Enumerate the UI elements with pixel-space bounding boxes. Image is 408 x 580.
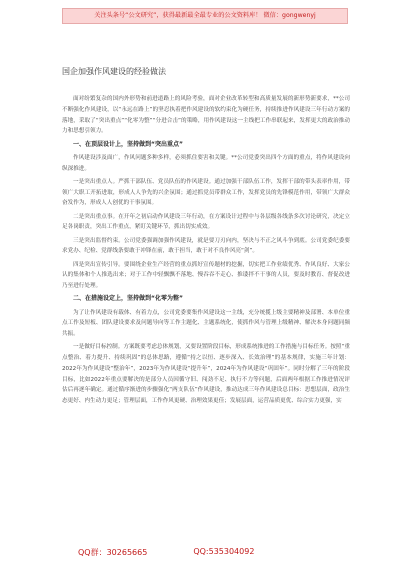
section-heading: 二、在措施设定上，坚持做到“化零为整” bbox=[73, 295, 183, 303]
qq-text: QQ:535304092 bbox=[193, 547, 255, 556]
paragraph: 三是突出监督约束。公司党委强调加强作风建设，就是要刀刃向内，坚决与不正之风斗争到底。公司党委纪委要求党办、纪检、党群线条要敢于冲锋在前，敢于担当，敢于对不良作风亮“剑”。 bbox=[62, 237, 350, 255]
section-heading: 一、在顶层设计上，坚持做到“突出重点” bbox=[73, 140, 183, 148]
top-banner: 关注头条号“公文研究”，获得最新最全最专业的公文资料库！ 微信：gongwenyj bbox=[62, 8, 348, 24]
document-body bbox=[62, 94, 350, 409]
footer-contacts bbox=[78, 547, 348, 558]
paragraph: 一是突出重点人。严抓干部队伍、党员队伍的作风建设。通过加强干部队伍工作，发挥干部的带头表率作用，带领广大职工开拓进取，形成人人争先的兴企氛围；通过抓党员带群众工作，发挥党员的先锋模范作用，带领广大群众奋发作为，形成人人创优的干事氛围。 bbox=[62, 178, 350, 207]
document-title: 国企加强作风建设的经验做法 bbox=[62, 67, 166, 76]
paragraph: 为了让作风建设有载体、有着力点，公司党委要集作风建设这一主线，充分统揽上级主要精神及部署、本单位重点工作及短板、团队建设要求及问题导向等工作主题化、主题系统化，使抓作风与管理上级精神、解决本身问题同频共振。 bbox=[62, 309, 350, 337]
qq-group-text: QQ群：30265665 bbox=[78, 548, 148, 557]
paragraph: 四是突出宣传引导。要围绕企业生产经营的重点抓好宣传题材的挖掘，切实把工作业绩优秀、作风良好、大家公认的集体和个人推选出来；对于工作中轻飘飘不落地、慢吞吞不走心、推诿拌不干事的人员，要及时教育、督促改进乃至进行处理。 bbox=[62, 261, 350, 289]
paragraph: 二是突出重点事。在开年之初启动作风建设三年行动，在方案设计过程中与各层级各线条多次讨论研究，决定立足各岗职责，突出工作重点，紧盯关键环节，抓出切实成效。 bbox=[62, 213, 350, 231]
paragraph: 一是做好目标控制。方案既要考虑总体规划，又要设置阶段目标，形成系统推进的工作措施与目标任务。按照“重点整治、着力提升、持续巩固”的总体思路，遵循“持之以恒、逐步深入、长效治理”的基本规律，实施三年计划：2022年为作风建设“整治年”，2023年为作风建设“提升年”，2024年为作风建设“巩固年”。同时分解了三年的阶段目标，比如2022年重点要解决的是部分人员因循守旧、闯劲不足、执行不力等问题，后面两年根据工作推进情况评估后再逐年确定。通过循序渐进的步骤强化“两支队伍”作风建设，推动达成三年作风建设总目标：思想层面，政治生态更好、内生动力更足；管理层面，工作作风更硬、治理效果更佳；发展层面，运营品质更优、综合实力更强，实 bbox=[62, 344, 350, 404]
paragraph: 面对纷繁复杂的国内外形势和前进道路上的风险考验，面对企业改革转型和高质量发展的新形势新要求，**公司不断强化作风建设，以“永远在路上”的坚忍执着把作风建设的软约束化为硬任务，持续推进作风建设三年行动方案的落地，采取了“突出重点”“化零为整”“分进合击”的策略，用作风建设这一主线把工作串联起来，发挥更大的政治推动力和思想引领力。 bbox=[62, 96, 350, 135]
paragraph: 作风建设涉及面广，作风问题多种多样，必须抓住要害和关键。**公司党委突出四个方面的重点，将作风建设向纵深推进。 bbox=[62, 154, 350, 172]
